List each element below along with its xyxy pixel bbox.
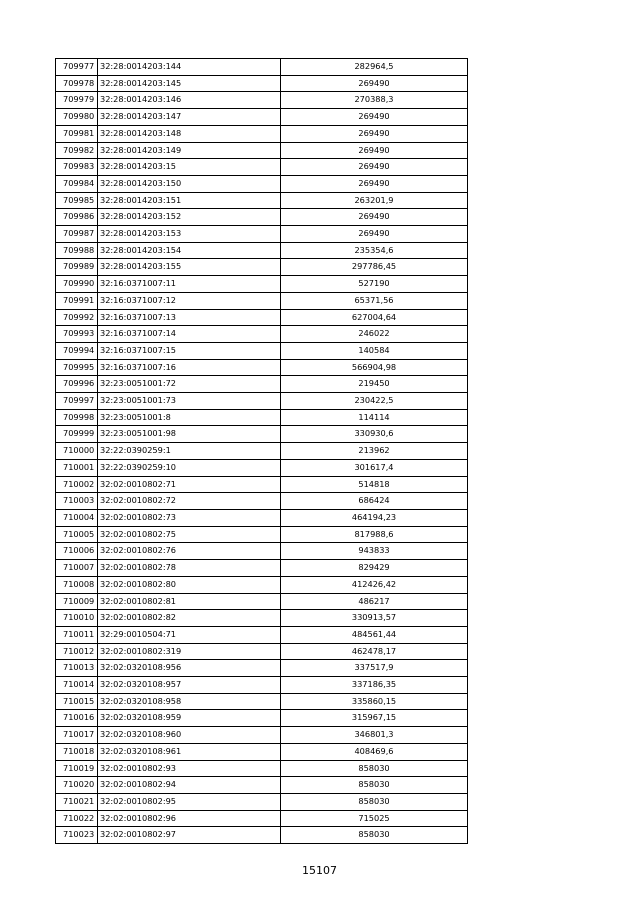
row-id-cell: 709984 <box>56 175 98 192</box>
value-cell: 486217 <box>281 593 468 610</box>
row-id-cell: 709999 <box>56 426 98 443</box>
value-cell: 235354,6 <box>281 242 468 259</box>
table-row <box>56 159 468 176</box>
value-cell: 858030 <box>281 777 468 794</box>
cadastral-number-cell: 32:23:0051001:73 <box>98 393 281 410</box>
table-row <box>56 827 468 844</box>
table-row <box>56 359 468 376</box>
cadastral-number-cell: 32:28:0014203:153 <box>98 226 281 243</box>
table-row <box>56 75 468 92</box>
cadastral-number-cell: 32:02:0010802:95 <box>98 793 281 810</box>
cadastral-number-cell: 32:02:0010802:319 <box>98 643 281 660</box>
table-row <box>56 793 468 810</box>
value-cell: 269490 <box>281 159 468 176</box>
cadastral-number-cell: 32:02:0010802:81 <box>98 593 281 610</box>
table-row <box>56 576 468 593</box>
row-id-cell: 709996 <box>56 376 98 393</box>
cadastral-number-cell: 32:29:0010504:71 <box>98 626 281 643</box>
row-id-cell: 709983 <box>56 159 98 176</box>
value-cell: 301617,4 <box>281 459 468 476</box>
value-cell: 715025 <box>281 810 468 827</box>
value-cell: 330930,6 <box>281 426 468 443</box>
cadastral-number-cell: 32:02:0010802:93 <box>98 760 281 777</box>
table-row <box>56 393 468 410</box>
table-row <box>56 727 468 744</box>
value-cell: 858030 <box>281 760 468 777</box>
value-cell: 246022 <box>281 326 468 343</box>
row-id-cell: 709986 <box>56 209 98 226</box>
value-cell: 269490 <box>281 209 468 226</box>
row-id-cell: 710015 <box>56 693 98 710</box>
value-cell: 269490 <box>281 175 468 192</box>
row-id-cell: 709991 <box>56 292 98 309</box>
table-row <box>56 660 468 677</box>
cadastral-number-cell: 32:02:0320108:957 <box>98 677 281 694</box>
row-id-cell: 709979 <box>56 92 98 109</box>
table-row <box>56 292 468 309</box>
row-id-cell: 709987 <box>56 226 98 243</box>
value-cell: 315967,15 <box>281 710 468 727</box>
value-cell: 269490 <box>281 125 468 142</box>
value-cell: 462478,17 <box>281 643 468 660</box>
value-cell: 330913,57 <box>281 610 468 627</box>
row-id-cell: 710004 <box>56 509 98 526</box>
table-row <box>56 259 468 276</box>
table-row <box>56 226 468 243</box>
value-cell: 263201,9 <box>281 192 468 209</box>
row-id-cell: 710022 <box>56 810 98 827</box>
cadastral-number-cell: 32:28:0014203:151 <box>98 192 281 209</box>
table-row <box>56 209 468 226</box>
cadastral-number-cell: 32:02:0010802:72 <box>98 493 281 510</box>
row-id-cell: 710002 <box>56 476 98 493</box>
value-cell: 566904,98 <box>281 359 468 376</box>
table-row <box>56 476 468 493</box>
value-cell: 464194,23 <box>281 509 468 526</box>
value-cell: 829429 <box>281 560 468 577</box>
data-table-container <box>55 58 468 844</box>
value-cell: 527190 <box>281 276 468 293</box>
cadastral-number-cell: 32:28:0014203:146 <box>98 92 281 109</box>
cadastral-number-cell: 32:28:0014203:147 <box>98 109 281 126</box>
value-cell: 270388,3 <box>281 92 468 109</box>
table-row <box>56 326 468 343</box>
value-cell: 817988,6 <box>281 526 468 543</box>
cadastral-value-table <box>55 58 468 844</box>
cadastral-number-cell: 32:28:0014203:15 <box>98 159 281 176</box>
cadastral-number-cell: 32:02:0010802:97 <box>98 827 281 844</box>
cadastral-number-cell: 32:02:0010802:71 <box>98 476 281 493</box>
cadastral-number-cell: 32:22:0390259:1 <box>98 443 281 460</box>
table-row <box>56 560 468 577</box>
value-cell: 230422,5 <box>281 393 468 410</box>
row-id-cell: 709982 <box>56 142 98 159</box>
table-row <box>56 543 468 560</box>
cadastral-number-cell: 32:16:0371007:12 <box>98 292 281 309</box>
row-id-cell: 709977 <box>56 59 98 76</box>
cadastral-number-cell: 32:02:0320108:958 <box>98 693 281 710</box>
row-id-cell: 710017 <box>56 727 98 744</box>
table-row <box>56 810 468 827</box>
value-cell: 484561,44 <box>281 626 468 643</box>
row-id-cell: 709992 <box>56 309 98 326</box>
row-id-cell: 709990 <box>56 276 98 293</box>
cadastral-number-cell: 32:16:0371007:14 <box>98 326 281 343</box>
row-id-cell: 710020 <box>56 777 98 794</box>
cadastral-number-cell: 32:28:0014203:149 <box>98 142 281 159</box>
table-row <box>56 59 468 76</box>
value-cell: 269490 <box>281 142 468 159</box>
row-id-cell: 710007 <box>56 560 98 577</box>
table-row <box>56 242 468 259</box>
row-id-cell: 710011 <box>56 626 98 643</box>
table-row <box>56 426 468 443</box>
row-id-cell: 709997 <box>56 393 98 410</box>
table-row <box>56 309 468 326</box>
cadastral-number-cell: 32:02:0010802:94 <box>98 777 281 794</box>
table-body <box>56 59 468 844</box>
value-cell: 213962 <box>281 443 468 460</box>
row-id-cell: 709988 <box>56 242 98 259</box>
value-cell: 686424 <box>281 493 468 510</box>
value-cell: 412426,42 <box>281 576 468 593</box>
table-row <box>56 743 468 760</box>
table-row <box>56 643 468 660</box>
value-cell: 269490 <box>281 226 468 243</box>
value-cell: 858030 <box>281 793 468 810</box>
value-cell: 337186,35 <box>281 677 468 694</box>
cadastral-number-cell: 32:28:0014203:150 <box>98 175 281 192</box>
cadastral-number-cell: 32:16:0371007:11 <box>98 276 281 293</box>
row-id-cell: 709980 <box>56 109 98 126</box>
table-row <box>56 409 468 426</box>
cadastral-number-cell: 32:28:0014203:145 <box>98 75 281 92</box>
row-id-cell: 710023 <box>56 827 98 844</box>
value-cell: 297786,45 <box>281 259 468 276</box>
table-row <box>56 342 468 359</box>
table-row <box>56 593 468 610</box>
row-id-cell: 710000 <box>56 443 98 460</box>
table-row <box>56 693 468 710</box>
cadastral-number-cell: 32:16:0371007:15 <box>98 342 281 359</box>
value-cell: 282964,5 <box>281 59 468 76</box>
table-row <box>56 125 468 142</box>
row-id-cell: 709995 <box>56 359 98 376</box>
cadastral-number-cell: 32:22:0390259:10 <box>98 459 281 476</box>
row-id-cell: 709981 <box>56 125 98 142</box>
value-cell: 514818 <box>281 476 468 493</box>
value-cell: 335860,15 <box>281 693 468 710</box>
row-id-cell: 710009 <box>56 593 98 610</box>
table-row <box>56 677 468 694</box>
value-cell: 408469,6 <box>281 743 468 760</box>
table-row <box>56 509 468 526</box>
row-id-cell: 709998 <box>56 409 98 426</box>
table-row <box>56 175 468 192</box>
table-row <box>56 626 468 643</box>
row-id-cell: 709989 <box>56 259 98 276</box>
row-id-cell: 709985 <box>56 192 98 209</box>
value-cell: 943833 <box>281 543 468 560</box>
table-row <box>56 376 468 393</box>
cadastral-number-cell: 32:28:0014203:148 <box>98 125 281 142</box>
table-row <box>56 276 468 293</box>
table-row <box>56 777 468 794</box>
cadastral-number-cell: 32:23:0051001:72 <box>98 376 281 393</box>
cadastral-number-cell: 32:02:0320108:959 <box>98 710 281 727</box>
value-cell: 346801,3 <box>281 727 468 744</box>
table-row <box>56 443 468 460</box>
value-cell: 269490 <box>281 109 468 126</box>
cadastral-number-cell: 32:02:0010802:82 <box>98 610 281 627</box>
table-row <box>56 526 468 543</box>
cadastral-number-cell: 32:28:0014203:155 <box>98 259 281 276</box>
row-id-cell: 710010 <box>56 610 98 627</box>
row-id-cell: 709978 <box>56 75 98 92</box>
cadastral-number-cell: 32:02:0320108:961 <box>98 743 281 760</box>
cadastral-number-cell: 32:23:0051001:8 <box>98 409 281 426</box>
cadastral-number-cell: 32:02:0010802:78 <box>98 560 281 577</box>
value-cell: 65371,56 <box>281 292 468 309</box>
row-id-cell: 709994 <box>56 342 98 359</box>
row-id-cell: 710013 <box>56 660 98 677</box>
row-id-cell: 710012 <box>56 643 98 660</box>
table-row <box>56 92 468 109</box>
row-id-cell: 710006 <box>56 543 98 560</box>
value-cell: 269490 <box>281 75 468 92</box>
cadastral-number-cell: 32:02:0010802:80 <box>98 576 281 593</box>
cadastral-number-cell: 32:02:0320108:960 <box>98 727 281 744</box>
row-id-cell: 709993 <box>56 326 98 343</box>
cadastral-number-cell: 32:28:0014203:152 <box>98 209 281 226</box>
row-id-cell: 710001 <box>56 459 98 476</box>
cadastral-number-cell: 32:02:0010802:75 <box>98 526 281 543</box>
table-row <box>56 459 468 476</box>
value-cell: 140584 <box>281 342 468 359</box>
row-id-cell: 710014 <box>56 677 98 694</box>
page-number: 15107 <box>302 864 337 877</box>
cadastral-number-cell: 32:02:0010802:76 <box>98 543 281 560</box>
value-cell: 219450 <box>281 376 468 393</box>
table-row <box>56 710 468 727</box>
row-id-cell: 710003 <box>56 493 98 510</box>
row-id-cell: 710016 <box>56 710 98 727</box>
cadastral-number-cell: 32:28:0014203:144 <box>98 59 281 76</box>
table-row <box>56 493 468 510</box>
cadastral-number-cell: 32:02:0010802:73 <box>98 509 281 526</box>
table-row <box>56 109 468 126</box>
cadastral-number-cell: 32:16:0371007:16 <box>98 359 281 376</box>
row-id-cell: 710005 <box>56 526 98 543</box>
cadastral-number-cell: 32:28:0014203:154 <box>98 242 281 259</box>
value-cell: 627004,64 <box>281 309 468 326</box>
table-row <box>56 760 468 777</box>
cadastral-number-cell: 32:23:0051001:98 <box>98 426 281 443</box>
cadastral-number-cell: 32:02:0010802:96 <box>98 810 281 827</box>
value-cell: 858030 <box>281 827 468 844</box>
table-row <box>56 142 468 159</box>
row-id-cell: 710019 <box>56 760 98 777</box>
row-id-cell: 710021 <box>56 793 98 810</box>
table-row <box>56 610 468 627</box>
row-id-cell: 710008 <box>56 576 98 593</box>
row-id-cell: 710018 <box>56 743 98 760</box>
value-cell: 114114 <box>281 409 468 426</box>
cadastral-number-cell: 32:16:0371007:13 <box>98 309 281 326</box>
value-cell: 337517,9 <box>281 660 468 677</box>
cadastral-number-cell: 32:02:0320108:956 <box>98 660 281 677</box>
table-row <box>56 192 468 209</box>
